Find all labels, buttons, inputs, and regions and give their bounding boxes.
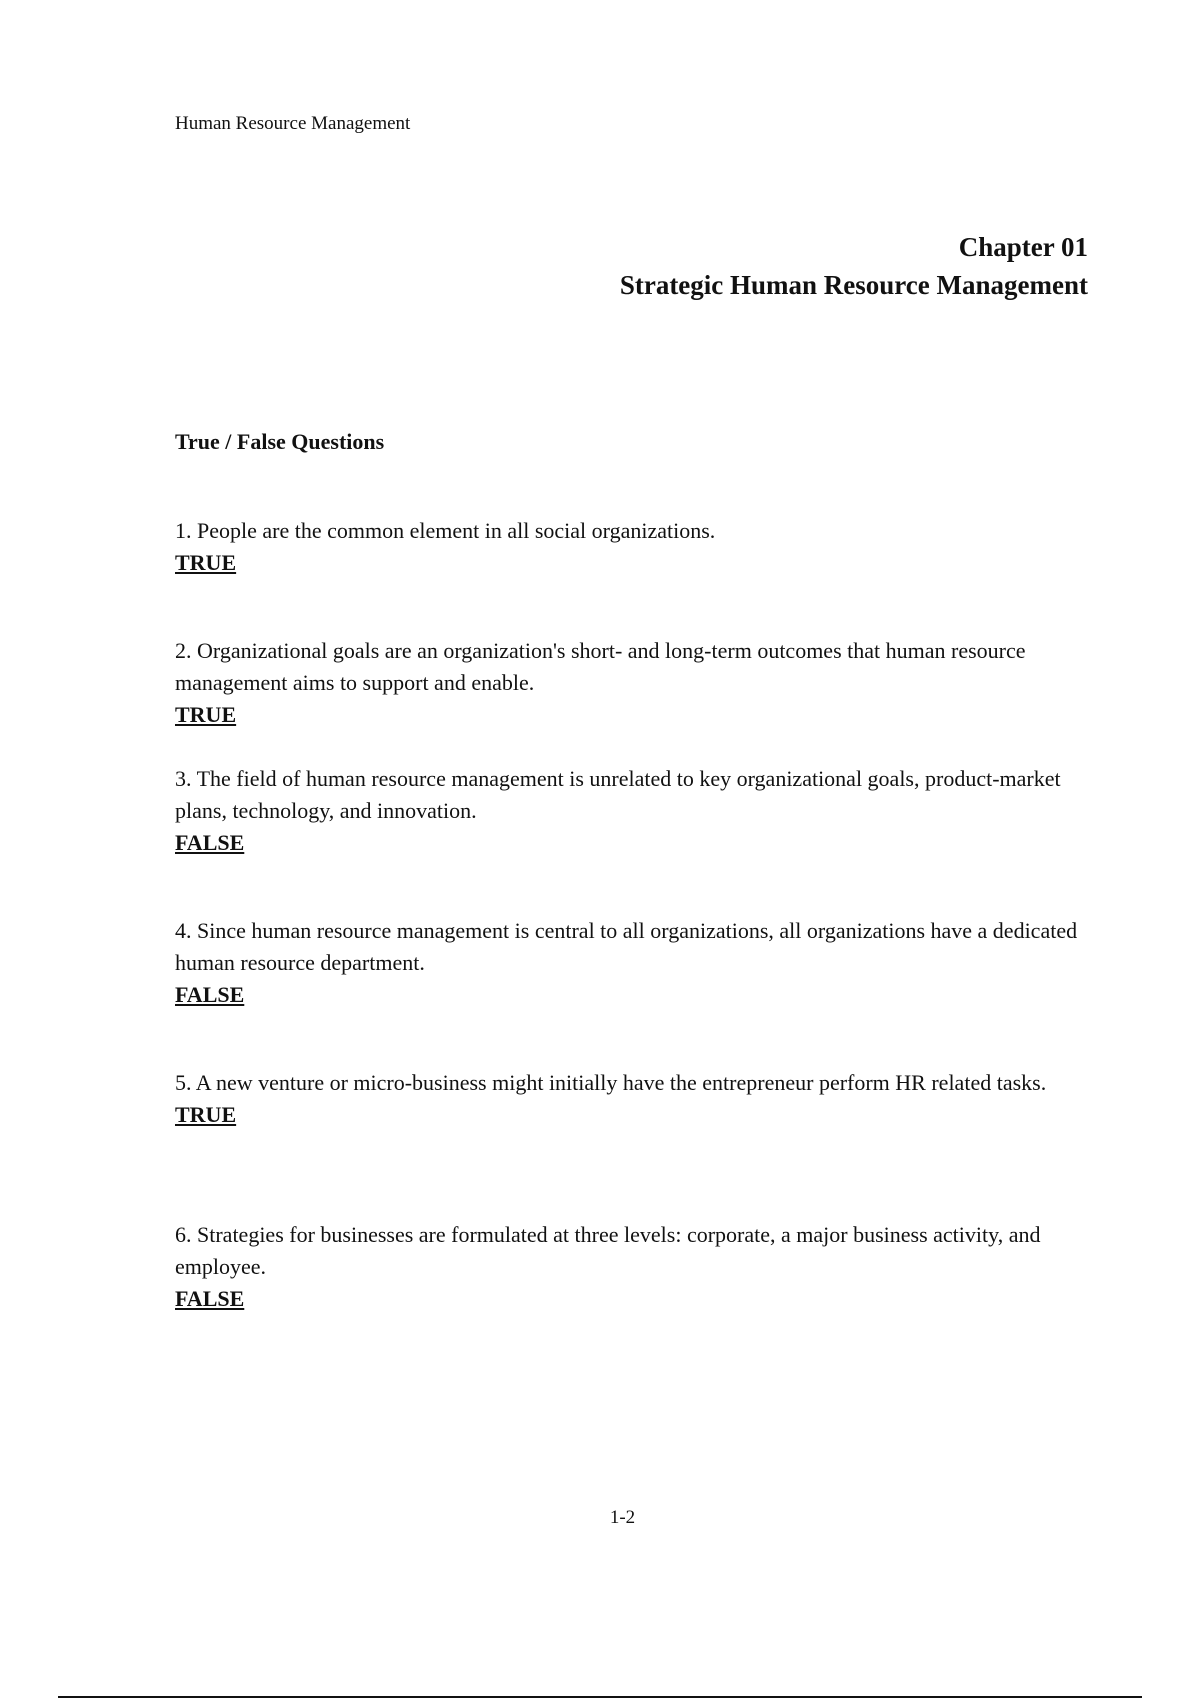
chapter-heading [620,228,1088,304]
section-heading: True / False Questions [175,429,385,454]
bottom-divider [58,1696,1142,1698]
question-answer: TRUE [175,1102,237,1127]
question-item [175,763,1095,859]
question-answer: TRUE [175,550,237,575]
question-text: 2. Organizational goals are an organization's short- and long-term outcomes that human resource management aims to support and enable. [175,638,1026,695]
running-header: Human Resource Management [175,113,411,134]
question-item [175,1219,1095,1315]
question-item [175,1067,1095,1131]
question-answer: FALSE [175,830,245,855]
question-text: 3. The field of human resource management is unrelated to key organizational goals, product-market plans, technology, and innovation. [175,766,1061,823]
question-answer: FALSE [175,982,245,1007]
chapter-title: Strategic Human Resource Management [619,270,1088,300]
page-number: 1-2 [609,1507,636,1528]
question-answer: FALSE [175,1286,245,1311]
question-item [175,635,1095,731]
question-text: 1. People are the common element in all social organizations. [175,518,716,543]
question-text: 5. A new venture or micro-business might initially have the entrepreneur perform HR related tasks. [175,1070,1047,1095]
question-item [175,915,1095,1011]
question-item [175,515,1095,579]
question-text: 4. Since human resource management is central to all organizations, all organizations have a dedicated human resource department. [175,918,1078,975]
question-answer: TRUE [175,702,237,727]
question-text: 6. Strategies for businesses are formulated at three levels: corporate, a major business activity, and employee. [175,1222,1041,1279]
chapter-number: Chapter 01 [958,232,1088,262]
